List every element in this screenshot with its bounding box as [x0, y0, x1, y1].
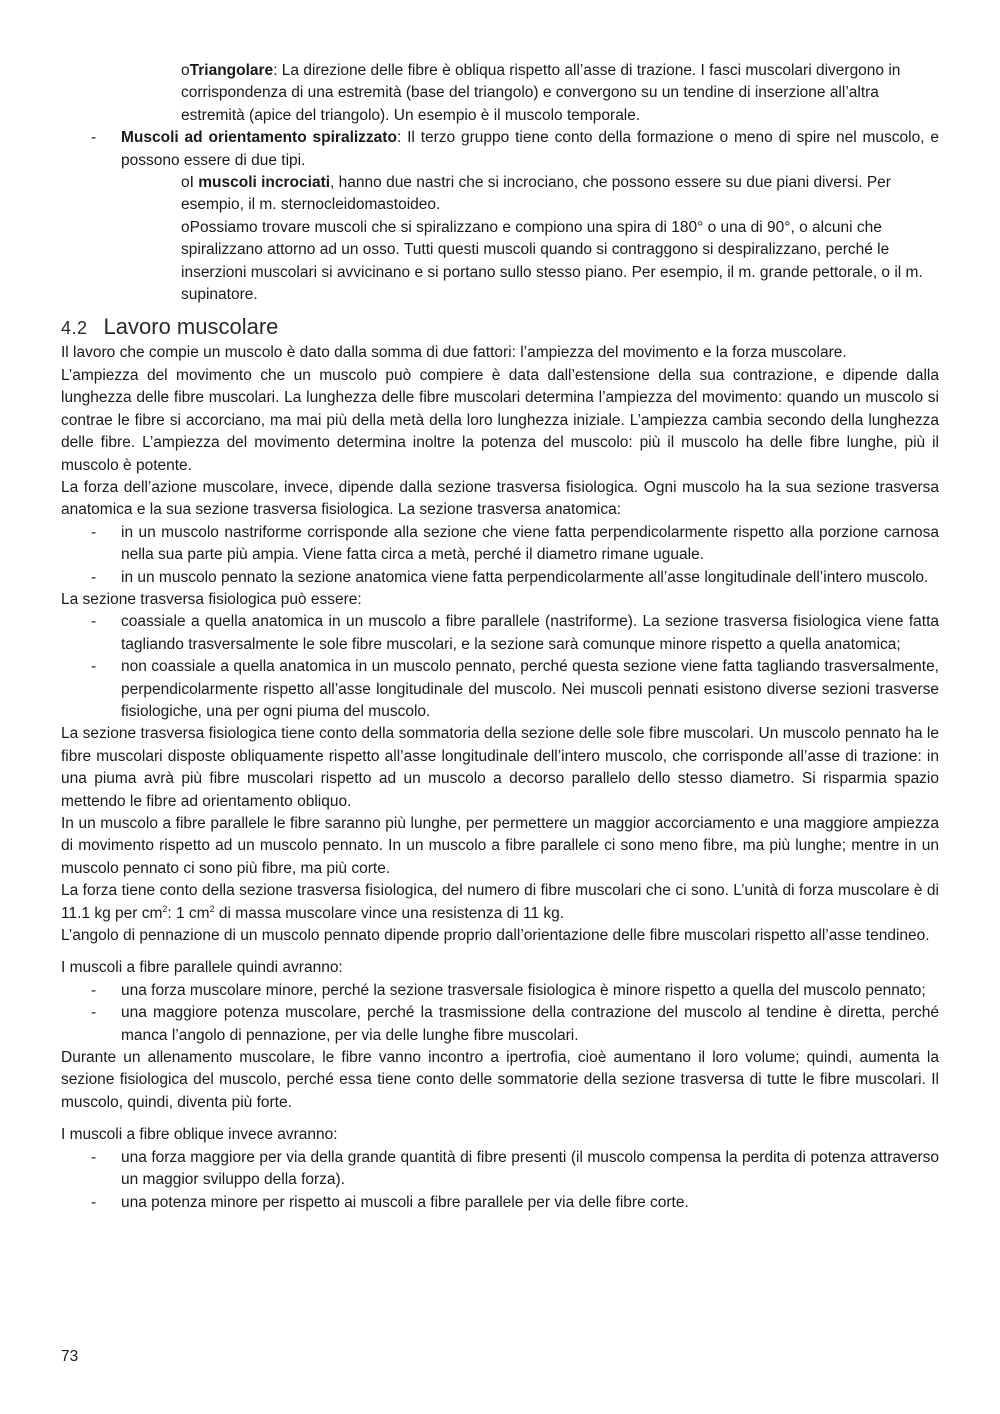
list-item: - una forza muscolare minore, perché la sezione trasversale fisiologica è minore rispetto a quella del muscolo pennato; [61, 980, 939, 1002]
list-item-triangolare [61, 60, 939, 127]
text-fragment: di massa muscolare vince una resistenza di 11 kg. [214, 904, 565, 922]
list-fibre-parallele [61, 980, 939, 1047]
sublist-spiral-types [61, 172, 939, 306]
paragraph: I muscoli a fibre parallele quindi avranno: [61, 959, 343, 977]
text-fragment: La forza tiene conto della sezione trasversa fisiologica, del numero di fibre muscolari che ci sono. L’unità di forza muscolare è di 11.1 kg per cm [61, 882, 939, 922]
list-item-spiralizzato [61, 127, 939, 172]
paragraph: Durante un allenamento muscolare, le fibre vanno incontro a ipertrofia, cioè aumentano il loro volume; quindi, aumenta la sezione fisiologica del muscolo, perché essa tiene conto delle sommatorie della sezione trasversa di tutte le fibre muscolari. Il muscolo, quindi, diventa più forte. [61, 1049, 939, 1111]
section-title: Lavoro muscolare [103, 314, 279, 340]
paragraph: L’angolo di pennazione di un muscolo pennato dipende proprio dall’orientazione delle fibre muscolari rispetto all’asse tendineo. [61, 927, 930, 945]
sublist-muscle-shapes [61, 60, 939, 127]
paragraph: In un muscolo a fibre parallele le fibre saranno più lunghe, per permettere un maggior accorciamento e una maggiore ampiezza di movimento rispetto ad un muscolo pennato. In un muscolo a fibre parallele ci sono meno fibre, ma più lunghe; mentre in un muscolo pennato ci sono più fibre, ma più corte. [61, 815, 939, 877]
page-number: 73 [61, 1348, 79, 1365]
text-spiralizzato: : Il terzo gruppo tiene conto della formazione o meno di spire nel muscolo, e possono essere di due tipi. [121, 129, 939, 169]
list-item-spira: o Possiamo trovare muscoli che si spiralizzano e compiono una spira di 180° o una di 90°, o alcuni che spiralizzano attorno ad un osso. Tutti questi muscoli quando si contraggono si despiralizzano, perché le inserzioni muscolari si avvicinano e si portano sullo stesso piano. Per esempio, il m. grande pettorale, o il m. supinatore. [61, 217, 939, 307]
superscript: 2 [209, 903, 215, 914]
text-incrociati-pre: I [189, 174, 199, 192]
list-item: - una maggiore potenza muscolare, perché la trasmissione della contrazione del muscolo al tendine è diretta, perché manca l’angolo di pennazione, per via delle lunghe fibre muscolari. [61, 1002, 939, 1047]
list-item: - una potenza minore per rispetto ai muscoli a fibre parallele per via delle fibre corte. [61, 1192, 939, 1214]
list-item: - in un muscolo nastriforme corrisponde alla sezione che viene fatta perpendicolarmente rispetto alla porzione carnosa nella sua parte più ampia. Viene fatta circa a metà, perché il diametro rimane uguale. [61, 522, 939, 567]
list-fibre-oblique [61, 1147, 939, 1214]
paragraph [61, 880, 939, 925]
term-incrociati: muscoli incrociati [198, 174, 331, 192]
list-muscle-groups [61, 127, 939, 172]
term-spiralizzato: Muscoli ad orientamento spiralizzato [121, 129, 397, 147]
text-incrociati: , hanno due nastri che si incrociano, che possono essere su due piani diversi. Per esempio, il m. sternocleidomastoideo. [181, 174, 891, 214]
list-sezione-fisiologica [61, 611, 939, 723]
paragraph: La sezione trasversa fisiologica tiene conto della sommatoria della sezione delle sole fibre muscolari. Un muscolo pennato ha le fibre muscolari disposte obliquamente rispetto all’asse longitudinale dell’intero muscolo, che corrisponde all’asse di trazione: in una piuma avrà più fibre muscolari rispetto ad un muscolo a decorso parallelo dello stesso diametro. Si risparmia spazio mettendo le fibre ad orientamento obliquo. [61, 725, 939, 810]
list-item: - coassiale a quella anatomica in un muscolo a fibre parallele (nastriforme). La sezione trasversa fisiologica viene fatta tagliando trasversalmente le sole fibre muscolari, e la sezione sarà comunque minore rispetto a quella anatomica; [61, 611, 939, 656]
document-page [61, 60, 939, 1214]
paragraph: L’ampiezza del movimento che un muscolo può compiere è data dall’estensione della sua contrazione, e dipende dalla lunghezza delle fibre muscolari. La lunghezza delle fibre muscolari determina l’ampiezza del movimento: quando un muscolo si contrae le fibre si accorciano, ma mai più della metà della loro lunghezza iniziale. L’ampiezza cambia secondo della lunghezza delle fibre. L’ampiezza del movimento determina inoltre la potenza del muscolo: più il muscolo ha delle fibre lunghe, più il muscolo è potente. [61, 366, 939, 474]
list-item: - non coassiale a quella anatomica in un muscolo pennato, perché questa sezione viene fatta tagliando trasversalmente, perpendicolarmente rispetto all’asse longitudinale del muscolo. Nei muscoli pennati esistono diverse sezioni trasverse fisiologiche, una per ogni piuma del muscolo. [61, 656, 939, 723]
paragraph: I muscoli a fibre oblique invece avranno: [61, 1126, 338, 1144]
list-item: - una forza maggiore per via della grande quantità di fibre presenti (il muscolo compensa la perdita di potenza attraverso un maggior sviluppo della forza). [61, 1147, 939, 1192]
text-triangolare: : La direzione delle fibre è obliqua rispetto all’asse di trazione. I fasci muscolari divergono in corrispondenza di una estremità (base del triangolo) e convergono su un tendine di inserzione all’altra estremità (apice del triangolo). Un esempio è il muscolo temporale. [181, 62, 901, 124]
term-triangolare: Triangolare [189, 62, 274, 79]
text-fragment: : 1 cm [167, 904, 210, 922]
section-heading [61, 314, 939, 341]
list-sezione-anatomica [61, 522, 939, 589]
paragraph: Il lavoro che compie un muscolo è dato dalla somma di due fattori: l’ampiezza del movimento e la forza muscolare. [61, 344, 847, 362]
section-number: 4.2 [61, 318, 88, 339]
list-item: - in un muscolo pennato la sezione anatomica viene fatta perpendicolarmente all’asse longitudinale dell’intero muscolo. [61, 567, 939, 589]
paragraph: La sezione trasversa fisiologica può essere: [61, 590, 362, 608]
superscript: 2 [162, 903, 168, 914]
list-item-incrociati [61, 172, 939, 217]
paragraph: La forza dell’azione muscolare, invece, dipende dalla sezione trasversa fisiologica. Ogni muscolo ha la sua sezione trasversa anatomica e la sua sezione trasversa fisiologica. La sezione trasversa anatomica: [61, 478, 939, 519]
